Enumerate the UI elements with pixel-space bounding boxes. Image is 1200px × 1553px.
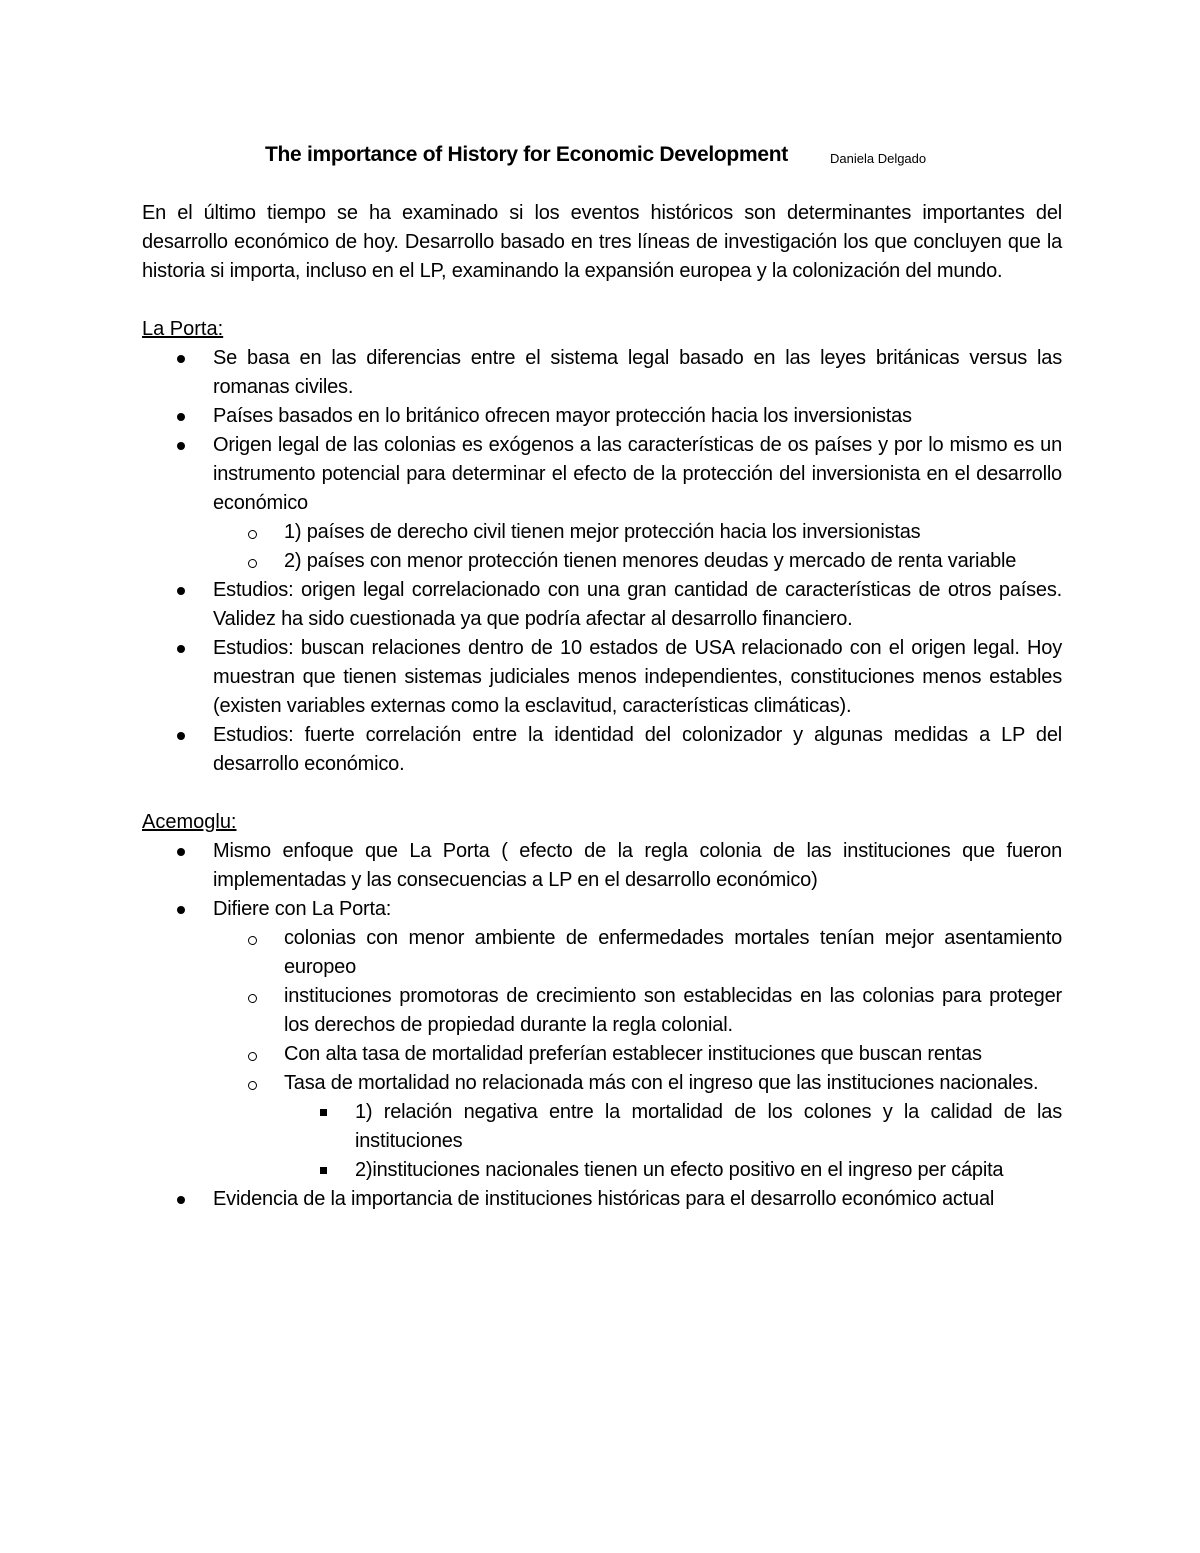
list-item <box>142 837 1062 895</box>
list-item-text: Estudios: origen legal correlacionado con una gran cantidad de características de otros países. Validez ha sido cuestionada ya que podría afectar al desarrollo financiero. <box>213 579 1062 630</box>
sub-sub-list-item <box>284 1098 1062 1156</box>
document-author: Daniela Delgado <box>830 151 927 166</box>
sub-list-item-text: instituciones promotoras de crecimiento son establecidas en las colonias para proteger los derechos de propiedad durante la regla colonial. <box>284 985 1062 1036</box>
sub-list-item <box>213 1040 1062 1069</box>
sub-bullet-list <box>213 518 1062 576</box>
list-item <box>142 431 1062 576</box>
title-line <box>0 143 1200 175</box>
list-item <box>142 721 1062 779</box>
sub-bullet-list <box>213 924 1062 1185</box>
sub-sub-list-item-text: 2)instituciones nacionales tienen un efecto positivo en el ingreso per cápita <box>355 1159 1004 1181</box>
sub-sub-bullet-list <box>284 1098 1062 1185</box>
list-item-text: Estudios: buscan relaciones dentro de 10 estados de USA relacionado con el origen legal. Hoy muestran que tienen sistemas judiciales menos independientes, constituciones menos estables (existen variables externas como la esclavitud, características climáticas). <box>213 637 1062 717</box>
list-item-text: Se basa en las diferencias entre el sistema legal basado en las leyes británicas versus las romanas civiles. <box>213 347 1062 398</box>
list-item-text: Países basados en lo británico ofrecen mayor protección hacia los inversionistas <box>213 405 912 427</box>
sub-list-item-text: 1) países de derecho civil tienen mejor protección hacia los inversionistas <box>284 521 921 543</box>
list-item <box>142 344 1062 402</box>
list-item-text: Origen legal de las colonias es exógenos a las características de os países y por lo mismo es un instrumento potencial para determinar el efecto de la protección del inversionista en el desarrollo económico <box>213 434 1062 514</box>
sub-list-item <box>213 924 1062 982</box>
sub-list-item-text: colonias con menor ambiente de enfermedades mortales tenían mejor asentamiento europeo <box>284 927 1062 978</box>
sub-list-item <box>213 547 1062 576</box>
sub-list-item <box>213 982 1062 1040</box>
sub-list-item <box>213 518 1062 547</box>
document-body <box>142 199 1062 1214</box>
sub-sub-list-item-text: 1) relación negativa entre la mortalidad de los colones y la calidad de las instituciones <box>355 1101 1062 1152</box>
list-item-text: Mismo enfoque que La Porta ( efecto de la regla colonia de las instituciones que fueron implementadas y las consecuencias a LP en el desarrollo económico) <box>213 840 1062 891</box>
list-item <box>142 576 1062 634</box>
list-item-text: Evidencia de la importancia de instituciones históricas para el desarrollo económico actual <box>213 1188 995 1210</box>
intro-paragraph: En el último tiempo se ha examinado si los eventos históricos son determinantes importantes del desarrollo económico de hoy. Desarrollo basado en tres líneas de investigación los que concluyen que la historia si importa, incluso en el LP, examinando la expansión europea y la colonización del mundo. <box>142 202 1062 282</box>
sub-list-item <box>213 1069 1062 1185</box>
sub-list-item-text: 2) países con menor protección tienen menores deudas y mercado de renta variable <box>284 550 1017 572</box>
sub-sub-list-item <box>284 1156 1062 1185</box>
list-item <box>142 402 1062 431</box>
bullet-list <box>142 837 1062 1214</box>
bullet-list <box>142 344 1062 779</box>
section-heading-acemoglu: Acemoglu: <box>142 811 237 833</box>
section-heading-la-porta: La Porta: <box>142 318 224 340</box>
sub-list-item-text: Con alta tasa de mortalidad preferían establecer instituciones que buscan rentas <box>284 1043 982 1065</box>
list-item <box>142 895 1062 1185</box>
sub-list-item-text: Tasa de mortalidad no relacionada más con el ingreso que las instituciones nacionales. <box>284 1072 1039 1094</box>
list-item-text: Difiere con La Porta: <box>213 898 392 920</box>
list-item-text: Estudios: fuerte correlación entre la identidad del colonizador y algunas medidas a LP del desarrollo económico. <box>213 724 1062 775</box>
section-acemoglu <box>142 808 1062 1214</box>
list-item <box>142 1185 1062 1214</box>
document-title: The importance of History for Economic Development <box>265 143 788 166</box>
section-la-porta <box>142 315 1062 779</box>
list-item <box>142 634 1062 721</box>
